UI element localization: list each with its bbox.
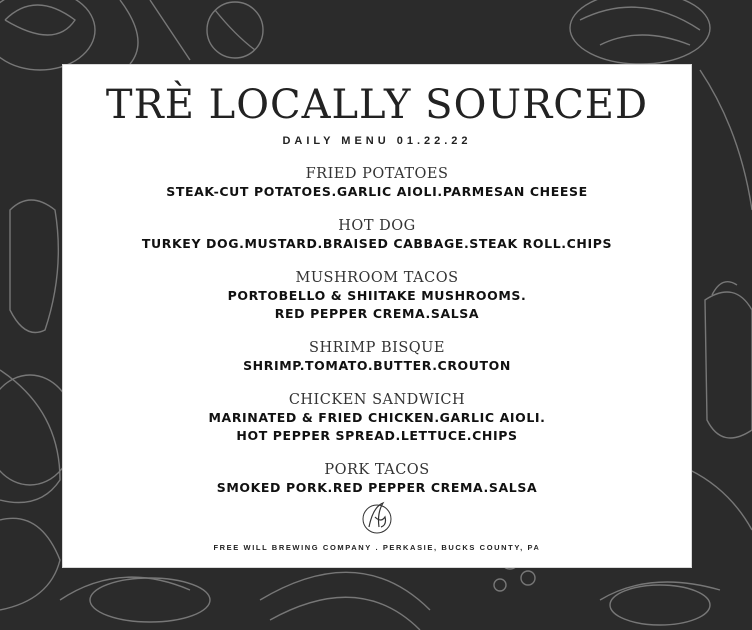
- menu-item-desc: TURKEY DOG.MUSTARD.BRAISED CABBAGE.STEAK ROLL.CHIPS: [141, 236, 613, 251]
- menu-items: [63, 165, 691, 497]
- menu-item: [63, 461, 691, 497]
- menu-item-name: FRIED POTATOES: [305, 166, 449, 182]
- menu-item-desc: MARINATED & FRIED CHICKEN.GARLIC AIOLI.: [208, 410, 546, 425]
- menu-item: [63, 217, 691, 253]
- menu-card: [62, 64, 692, 568]
- menu-item-desc: PORTOBELLO & SHIITAKE MUSHROOMS.: [227, 288, 527, 303]
- menu-item-desc: HOT PEPPER SPREAD.LETTUCE.CHIPS: [236, 428, 518, 443]
- menu-item-name: SHRIMP BISQUE: [309, 340, 445, 356]
- menu-date: DAILY MENU 01.22.22: [282, 135, 472, 147]
- menu-item-name: PORK TACOS: [324, 462, 430, 478]
- menu-title: TRÈ LOCALLY SOURCED: [105, 82, 649, 128]
- menu-item-desc: SHRIMP.TOMATO.BUTTER.CROUTON: [243, 358, 511, 373]
- menu-item-name: HOT DOG: [338, 218, 416, 234]
- brewery-monogram-icon: [359, 497, 395, 537]
- menu-item-name: MUSHROOM TACOS: [295, 270, 459, 286]
- menu-item-desc: RED PEPPER CREMA.SALSA: [274, 306, 480, 321]
- watermark: menupix: [524, 534, 604, 556]
- menu-item: [63, 339, 691, 375]
- menu-item-desc: STEAK-CUT POTATOES.GARLIC AIOLI.PARMESAN CHEESE: [166, 184, 588, 199]
- menu-item: [63, 165, 691, 201]
- menu-item-desc: SMOKED PORK.RED PEPPER CREMA.SALSA: [216, 480, 538, 495]
- menu-item: [63, 391, 691, 445]
- menu-item-name: CHICKEN SANDWICH: [288, 392, 466, 408]
- footer-address: FREE WILL BREWING COMPANY . PERKASIE, BUCKS COUNTY, PA: [213, 543, 541, 552]
- menu-item: [63, 269, 691, 323]
